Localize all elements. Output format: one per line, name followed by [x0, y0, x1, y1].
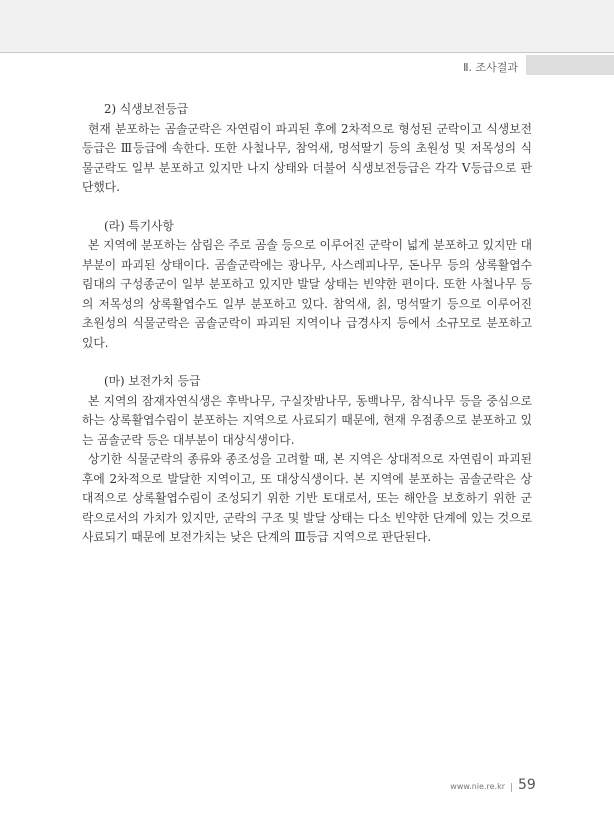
paragraph: 본 지역의 잠재자연식생은 후박나무, 구실잣밤나무, 동백나무, 참식나무 등을 중심으로 하는 상록활엽수림이 분포하는 지역으로 사료되기 때문에, 현재 우점종으로 분포하고 있는 곰솔군락 등은 대부분이 대상식생이다.: [82, 393, 532, 447]
paragraph: 현재 분포하는 곰솔군락은 자연림이 파괴된 후에 2차적으로 형성된 군락이고 식생보전등급은 Ⅲ등급에 속한다. 또한 사철나무, 참억새, 멍석딸기 등의 초원성 및 저목성의 식물군락도 일부 분포하고 있지만 나지 상태와 더불어 식생보전등급은 각각 Ⅴ등급으로 판단했다.: [82, 121, 532, 194]
header-band: [0, 0, 614, 52]
section-heading: (라) 특기사항: [104, 218, 174, 233]
paragraph: 본 지역에 분포하는 삼림은 주로 곰솔 등으로 이루어진 군락이 넓게 분포하고 있지만 대부분이 파괴된 상태이다. 곰솔군락에는 광나무, 사스레피나무, 돈나무 등의 상록활엽수림대의 구성종군이 일부 분포하고 있지만 발달 상태는 빈약한 편이다. 또한 사철나무 등의 저목성의 상록활엽수도 일부 분포하고 있다. 참억새, 칡, 멍석딸기 등으로 이루어진 초원성의 식물군락은 곰솔군락이 파괴된 지역이나 급경사지 등에서 소규모로 분포하고 있다.: [82, 238, 532, 350]
footer-url: www.nie.re.kr: [450, 782, 505, 791]
page-number: 59: [518, 777, 536, 793]
chapter-tab: [526, 55, 614, 75]
header-divider: [0, 52, 614, 53]
section-heading: 2) 식생보전등급: [104, 102, 189, 116]
footer-separator: [511, 783, 512, 792]
chapter-label: Ⅱ. 조사결과: [463, 61, 518, 74]
section-heading: (마) 보전가치 등급: [104, 374, 201, 388]
page-body: [82, 100, 532, 548]
paragraph: 상기한 식물군락의 종류와 종조성을 고려할 때, 본 지역은 상대적으로 자연림이 파괴된 후에 2차적으로 발달한 지역이고, 또 대상식생이다. 본 지역에 분포하는 곰솔군락은 상대적으로 상록활엽수림이 조성되기 위한 기반 토대로서, 또는 해안을 보호하기 위한 군락으로서의 가치가 있지만, 군락의 구조 및 발달 상태는 다소 빈약한 단계에 있는 것으로 사료되기 때문에 보전가치는 낮은 단계의 Ⅲ등급 지역으로 판단된다.: [82, 452, 532, 544]
